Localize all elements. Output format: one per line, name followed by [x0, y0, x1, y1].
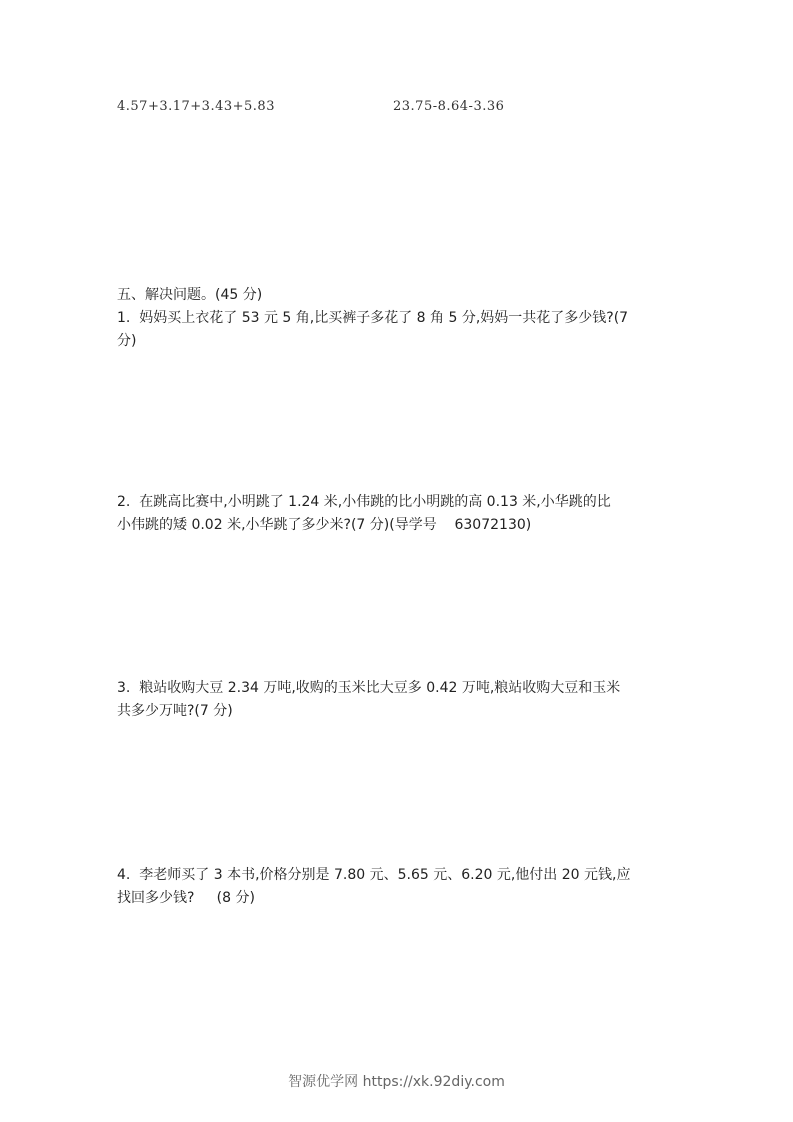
question-1	[117, 307, 677, 353]
question-3-line-2: 共多少万吨?(7 分)	[117, 703, 233, 719]
question-4-line-2: 找回多少钱? (8 分)	[117, 890, 255, 906]
section-title: 五、解决问题。(45 分)	[117, 287, 263, 303]
calculation-left: 4.57+3.17+3.43+5.83	[117, 99, 275, 114]
question-4	[117, 864, 677, 910]
question-1-line-2: 分)	[117, 333, 137, 349]
question-2-line-2: 小伟跳的矮 0.02 米,小华跳了多少米?(7 分)(导学号 63072130)	[117, 517, 532, 533]
question-3	[117, 677, 677, 723]
footer-watermark: 智源优学网 https://xk.92diy.com	[288, 1074, 505, 1090]
calculation-right: 23.75-8.64-3.36	[393, 99, 505, 114]
question-3-line-1: 3. 粮站收购大豆 2.34 万吨,收购的玉米比大豆多 0.42 万吨,粮站收购大豆和玉米	[117, 680, 621, 696]
question-2	[117, 491, 677, 537]
question-1-line-1: 1. 妈妈买上衣花了 53 元 5 角,比买裤子多花了 8 角 5 分,妈妈一共花了多少钱?(7	[117, 310, 629, 326]
question-4-line-1: 4. 李老师买了 3 本书,价格分别是 7.80 元、5.65 元、6.20 元,他付出 20 元钱,应	[117, 867, 631, 883]
question-2-line-1: 2. 在跳高比赛中,小明跳了 1.24 米,小伟跳的比小明跳的高 0.13 米,小华跳的比	[117, 494, 611, 510]
